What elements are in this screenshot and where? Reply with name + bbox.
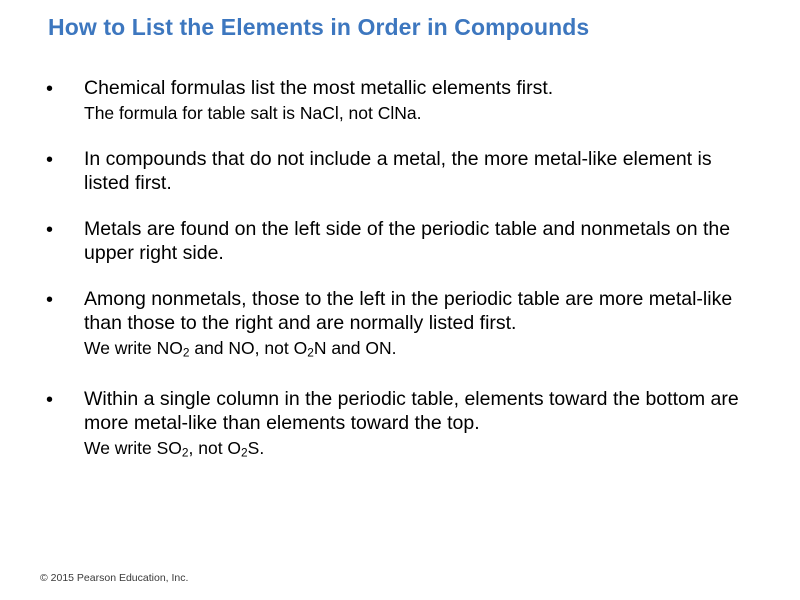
list-item	[40, 76, 760, 125]
bullet-main-text: Within a single column in the periodic table, elements toward the bottom are more metal-like than elements toward the top.	[84, 387, 739, 434]
sub-text-segment: N and ON.	[313, 338, 397, 358]
list-item	[40, 217, 760, 265]
sub-text-segment: The formula for table salt is NaCl, not ClNa.	[84, 103, 422, 123]
bullet-sub-text	[84, 102, 760, 125]
subscript: 2	[181, 445, 189, 460]
bullet-sub-text	[84, 437, 760, 465]
bullet-marker-icon: •	[46, 388, 54, 411]
sub-text-segment: S.	[247, 437, 265, 458]
subscript: 2	[182, 345, 190, 360]
bullet-main-text: Among nonmetals, those to the left in the periodic table are more metal-like than those to the right and are normally listed first.	[84, 288, 733, 334]
bullet-main-text: Chemical formulas list the most metallic elements first.	[84, 77, 554, 99]
subscript: 2	[241, 445, 248, 460]
bullet-main-text: Metals are found on the left side of the periodic table and nonmetals on the upper right side.	[84, 218, 731, 264]
sub-text-segment: We write SO	[84, 437, 182, 458]
sub-text-segment: , not O	[188, 437, 242, 458]
list-item	[40, 287, 760, 365]
bullet-sub-text	[84, 337, 760, 365]
bullet-marker-icon: •	[46, 149, 54, 171]
bullet-marker-icon: •	[46, 78, 54, 100]
bullet-list	[40, 76, 760, 486]
list-item	[40, 147, 760, 195]
list-item	[40, 387, 760, 465]
copyright-footer: © 2015 Pearson Education, Inc.	[40, 572, 189, 584]
subscript: 2	[307, 345, 314, 360]
bullet-marker-icon: •	[46, 219, 54, 241]
bullet-main-text: In compounds that do not include a metal, the more metal-like element is listed first.	[84, 148, 712, 194]
page-title: How to List the Elements in Order in Compounds	[48, 14, 590, 40]
sub-text-segment: We write NO	[84, 338, 183, 358]
sub-text-segment: and NO, not O	[189, 338, 308, 358]
bullet-marker-icon: •	[46, 289, 54, 311]
